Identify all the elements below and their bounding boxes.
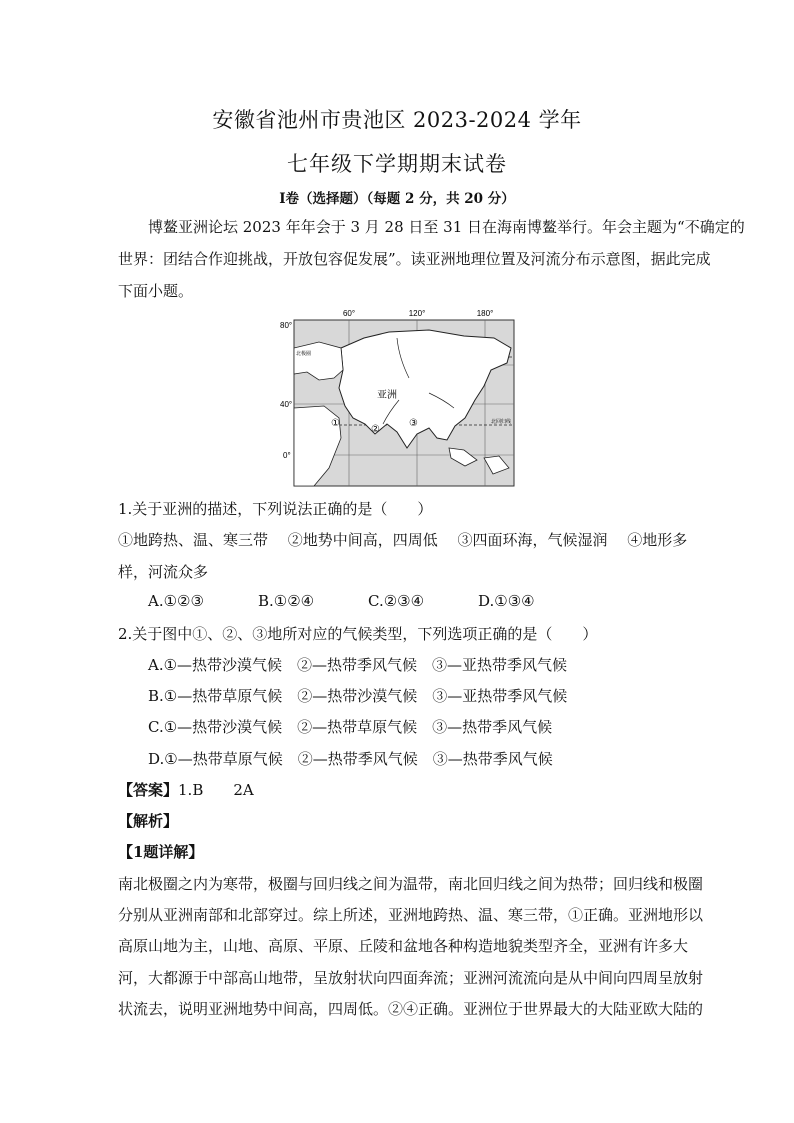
asia-map-figure: [279, 308, 516, 488]
explanation-line: 状流去，说明亚洲地势中间高，四周低。②④正确。亚洲位于世界最大的大陆亚欧大陆的: [118, 1000, 704, 1018]
intro-line-1: 博鳌亚洲论坛 2023 年年会于 3 月 28 日至 31 日在海南博鳌举行。年会主题为“不确定的: [148, 218, 745, 236]
intro-line-3: 下面小题。: [118, 282, 194, 300]
q1-stem: 1.关于亚洲的描述，下列说法正确的是（ ）: [118, 500, 433, 518]
q2-option-b[interactable]: B.①—热带草原气候 ②—热带沙漠气候 ③—亚热带季风气候: [148, 687, 568, 705]
q1-option-b[interactable]: B.①②④: [258, 592, 315, 610]
lon-label: 60°: [342, 309, 356, 318]
q2-option-c[interactable]: C.①—热带沙漠气候 ②—热带草原气候 ③—热带季风气候: [148, 718, 553, 736]
section-heading: I卷（选择题）（每题 2 分，共 20 分）: [279, 191, 515, 207]
explanation-line: 河，大都源于中部高山地带，呈放射状向四面奔流；亚洲河流流向是从中间向四周呈放射: [118, 969, 704, 987]
q2-option-a[interactable]: A.①—热带沙漠气候 ②—热带季风气候 ③—亚热带季风气候: [148, 656, 568, 674]
marker-2: ②: [371, 424, 380, 435]
q1-options: [148, 592, 588, 610]
explanation-line: 分别从亚洲南部和北部穿过。综上所述，亚洲地跨热、温、寒三带，①正确。亚洲地形以: [118, 906, 704, 924]
lat-label: 40°: [280, 400, 293, 409]
arctic-circle-label: 北极圈: [296, 351, 312, 357]
q1-statements-2: 样，河流众多: [118, 563, 209, 581]
lon-label: 180°: [476, 309, 494, 318]
q2-option-d[interactable]: D.①—热带草原气候 ②—热带季风气候 ③—热带季风气候: [148, 750, 553, 768]
explanation-line: 南北极圈之内为寒带，极圈与回归线之间为温带，南北回归线之间为热带；回归线和极圈: [118, 875, 704, 893]
explanation-line: 高原山地为主，山地、高原、平原、丘陵和盆地各种构造地貌类型齐全，亚洲有许多大: [118, 937, 689, 955]
q1-option-a[interactable]: A.①②③: [148, 592, 204, 610]
lon-label: 120°: [408, 309, 426, 318]
tropic-label: 北回归线: [491, 419, 512, 425]
analysis-label: 【解析】: [118, 812, 179, 830]
answer-value: 1.B 2A: [178, 781, 254, 799]
answer-line: [118, 779, 254, 800]
answer-label: 【答案】: [118, 781, 179, 799]
lat-label: 80°: [280, 321, 293, 330]
detail-label: 【1题详解】: [118, 843, 204, 861]
q1-statements-1: ①地跨热、温、寒三带 ②地势中间高，四周低 ③四面环海，气候湿润 ④地形多: [118, 531, 688, 549]
marker-1: ①: [331, 418, 340, 429]
q1-option-d[interactable]: D.①③④: [478, 592, 535, 610]
intro-line-2: 世界：团结合作迎挑战，开放包容促发展”。读亚洲地理位置及河流分布示意图，据此完成: [118, 250, 711, 268]
asia-label: 亚洲: [377, 390, 397, 401]
exam-title: 安徽省池州市贵池区 2023-2024 学年: [212, 108, 582, 132]
lat-label: 0°: [283, 451, 291, 460]
exam-subtitle: 七年级下学期期末试卷: [287, 152, 507, 176]
q1-option-c[interactable]: C.②③④: [368, 592, 425, 610]
q2-stem: 2.关于图中①、②、③地所对应的气候类型，下列选项正确的是（ ）: [118, 625, 598, 643]
marker-3: ③: [409, 418, 418, 429]
